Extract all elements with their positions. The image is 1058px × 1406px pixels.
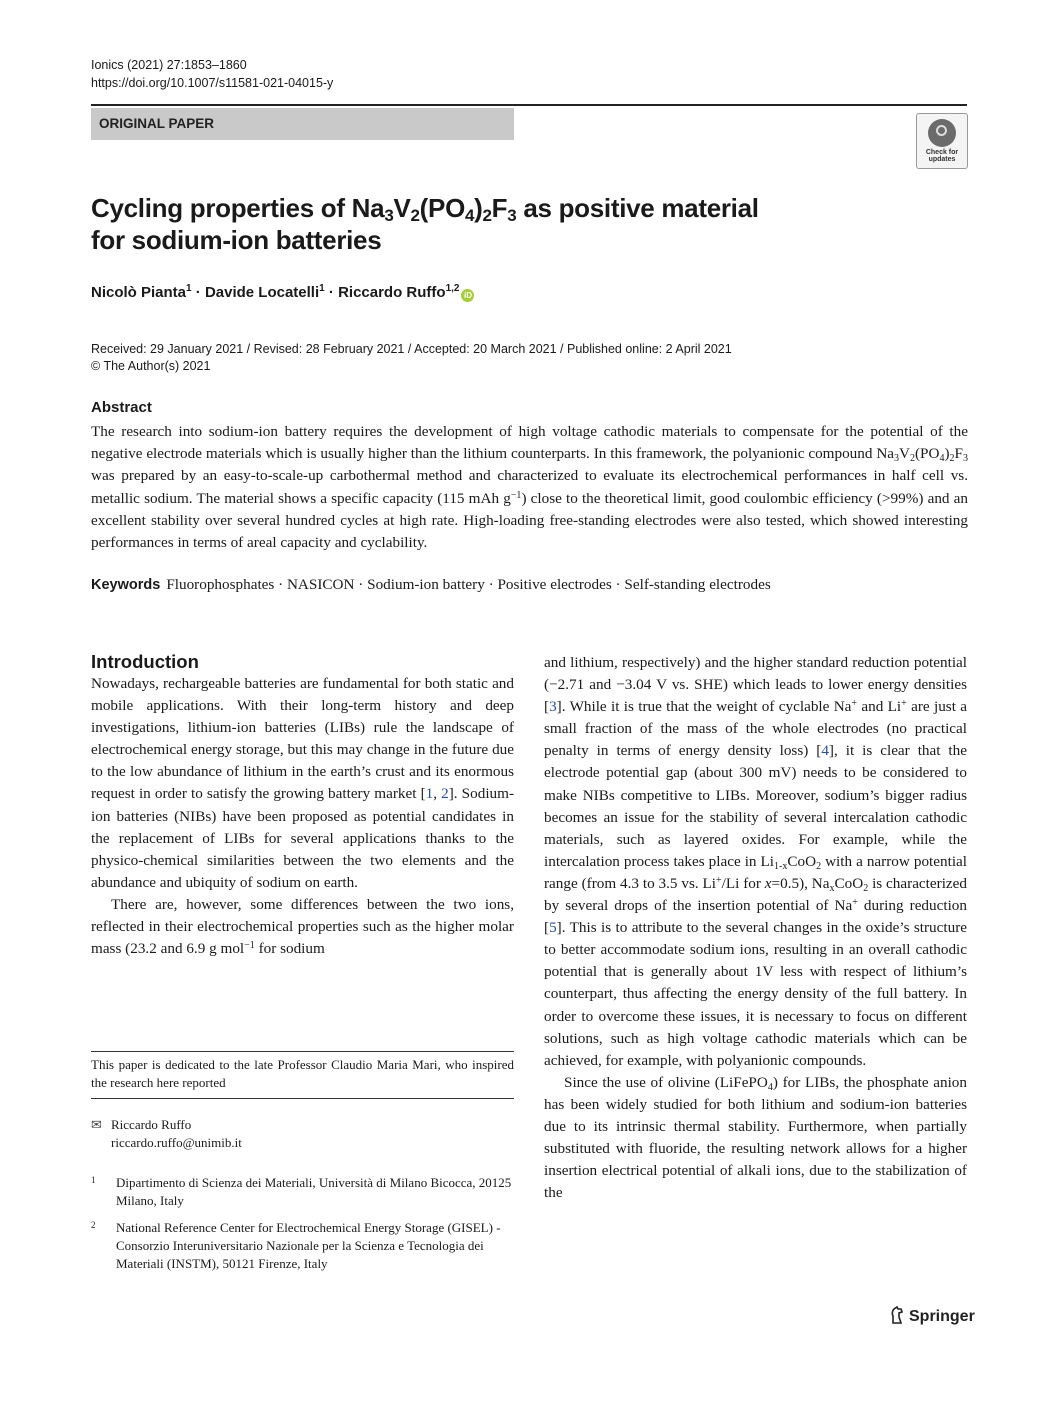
copyright: © The Author(s) 2021	[91, 359, 211, 373]
affiliation: 1 Dipartimento di Scienza dei Materiali, Università di Milano Bicocca, 20125 Milano, Italy	[91, 1175, 512, 1208]
citation: Ionics (2021) 27:1853–1860	[91, 58, 247, 72]
author-separator: ·	[328, 284, 334, 301]
abstract-text: The research into sodium-ion battery requires the development of high voltage cathodic materials to compensate for the potential of the negative electrode materials which is usually higher than the lithium counterparts. In this framework, the polyanionic compound $Na_3V_2(PO_4)_2F_3$ was prepared by an easy-to-scale-up carbothermal method and characterized to evaluate its electrochemical performances in half cell vs. metallic sodium. The material shows a specific capacity (115 mAh $g^{-1}$) close to the theoretical limit, good coulombic efficiency (>99%) and an excellent stability over several hundred cycles at high rate. High-loading free-standing electrodes were also tested, which showed interesting performances in terms of areal capacity and cyclability.	[91, 423, 968, 552]
citation-link[interactable]: 3	[549, 698, 557, 716]
paragraph: There are, however, some differences between the two ions, reflected in their electrochemical properties such as the higher molar mass (23.2 and 6.9 g mol$^{-1}$ for sodium	[91, 895, 514, 958]
affiliation: 2 National Reference Center for Electrochemical Energy Storage (GISEL) - Consorzio Interuniversitario Nazionale per la Scienza e Tecnologia dei Materiali (INSTM), 50121 Firenze, Italy	[91, 1220, 501, 1271]
citation-link[interactable]: 4	[821, 742, 829, 760]
keywords-list: Fluorophosphates · NASICON · Sodium-ion battery · Positive electrodes · Self-standing electrodes	[166, 576, 771, 593]
author-name[interactable]: Davide Locatelli	[204, 284, 320, 301]
springer-horse-icon	[889, 1306, 905, 1324]
keywords-label: Keywords	[91, 577, 161, 593]
author-list: Nicolò Pianta$^1$ · Davide Locatelli$^1$ · Riccardo Ruffo$^{1,2}$iD	[91, 284, 474, 302]
paragraph: Nowadays, rechargeable batteries are fundamental for both static and mobile applications. With their long-term history and deep investigations, lithium-ion batteries (LIBs) rule the landscape of electrochemical energy storage, but this may change in the future due to the low abundance of lithium in the earth’s crust and its enormous request in order to satisfy the growing battery market [1, 2]. Sodium-ion batteries (NIBs) have been proposed as potential candidates in the replacement of LIBs for several applications thanks to the physico-chemical similarities between the two elements and the abundance and ubiquity of sodium on earth.	[91, 675, 515, 891]
article-type-label: ORIGINAL PAPER	[99, 116, 215, 131]
envelope-icon: ✉	[91, 1117, 102, 1132]
dedication-note: This paper is dedicated to the late Professor Claudio Maria Mari, who inspired the research here reported	[91, 1057, 514, 1090]
footnote-rule	[91, 1098, 514, 1099]
publication-dates	[91, 341, 732, 375]
author-separator: ·	[195, 284, 201, 301]
dates-line: Received: 29 January 2021 / Revised: 28 February 2021 / Accepted: 20 March 2021 / Published online: 2 April 2021	[91, 342, 732, 356]
body-column-right	[544, 652, 967, 1204]
body-column-left	[91, 673, 514, 960]
paragraph: Since the use of olivine (LiFePO$_4$) for LIBs, the phosphate anion has been widely studied for both lithium and sodium-ion batteries due to its intrinsic thermal stability. Furthermore, when partially substituted with fluoride, the resulting network allows for a higher insertion electrical potential of alkali ions, due to the stabilization of the	[544, 1073, 967, 1202]
check-for-updates-button[interactable]	[916, 113, 968, 169]
paper-title: Cycling properties of $Na_3V_2(PO_4)_2F_3$ as positive material for sodium-ion batteries	[91, 193, 759, 255]
publisher-name: Springer	[909, 1308, 975, 1325]
footnote-rule	[91, 1051, 514, 1052]
author-name[interactable]: Riccardo Ruffo	[338, 284, 446, 301]
publisher-logo	[889, 1306, 975, 1326]
author-name[interactable]: Nicolò Pianta	[91, 284, 187, 301]
check-updates-icon	[928, 119, 956, 147]
citation-link[interactable]: 2	[441, 785, 449, 803]
section-heading-introduction: Introduction	[91, 651, 199, 672]
keywords	[91, 576, 771, 594]
paragraph: and lithium, respectively) and the higher standard reduction potential (−2.71 and −3.04 V vs. SHE) which leads to lower energy densities [3]. While it is true that the weight of cyclable Na+ and Li+ are just a small fraction of the mass of the whole electrodes (no practical penalty in terms of energy density loss) [4], it is clear that the electrode potential gap (about 300 mV) needs to be considered to make NIBs competitive to LIBs. Moreover, sodium’s bigger radius becomes an issue for the stability of several intercalation cathodic materials, such as layered oxides. For example, while the intercalation process takes place in $Li_{1-x}CoO_2$ with a narrow potential range (from 4.3 to 3.5 vs. Li+/Li for x=0.5), $Na_xCoO_2$ is characterized by several drops of the insertion potential of Na+ during reduction [5]. This is to attribute to the several changes in the oxide’s structure to better accommodate sodium ions, resulting in an overall cathodic potential that is generally about 1V less with respect of lithium’s counterpart, thus affecting the energy density of the full battery. In order to overcome these issues, it is necessary to focus on different solutions, such as high voltage cathodic materials which can be achieved, for example, with polyanionic compounds.	[544, 654, 968, 1069]
citation-link[interactable]: 1	[425, 785, 434, 803]
check-updates-label: Check for updates	[925, 149, 959, 163]
abstract-heading: Abstract	[91, 399, 152, 416]
journal-citation	[91, 56, 333, 92]
header-rule	[91, 104, 967, 106]
corresponding-author	[91, 1116, 242, 1152]
corresponding-name: Riccardo Ruffo	[111, 1117, 192, 1132]
corresponding-email[interactable]: riccardo.ruffo@unimib.it	[111, 1135, 242, 1150]
article-type-badge	[91, 108, 514, 140]
citation-link[interactable]: 5	[549, 919, 557, 937]
doi-link[interactable]: https://doi.org/10.1007/s11581-021-04015-y	[91, 76, 334, 90]
orcid-icon[interactable]: iD	[461, 289, 474, 302]
